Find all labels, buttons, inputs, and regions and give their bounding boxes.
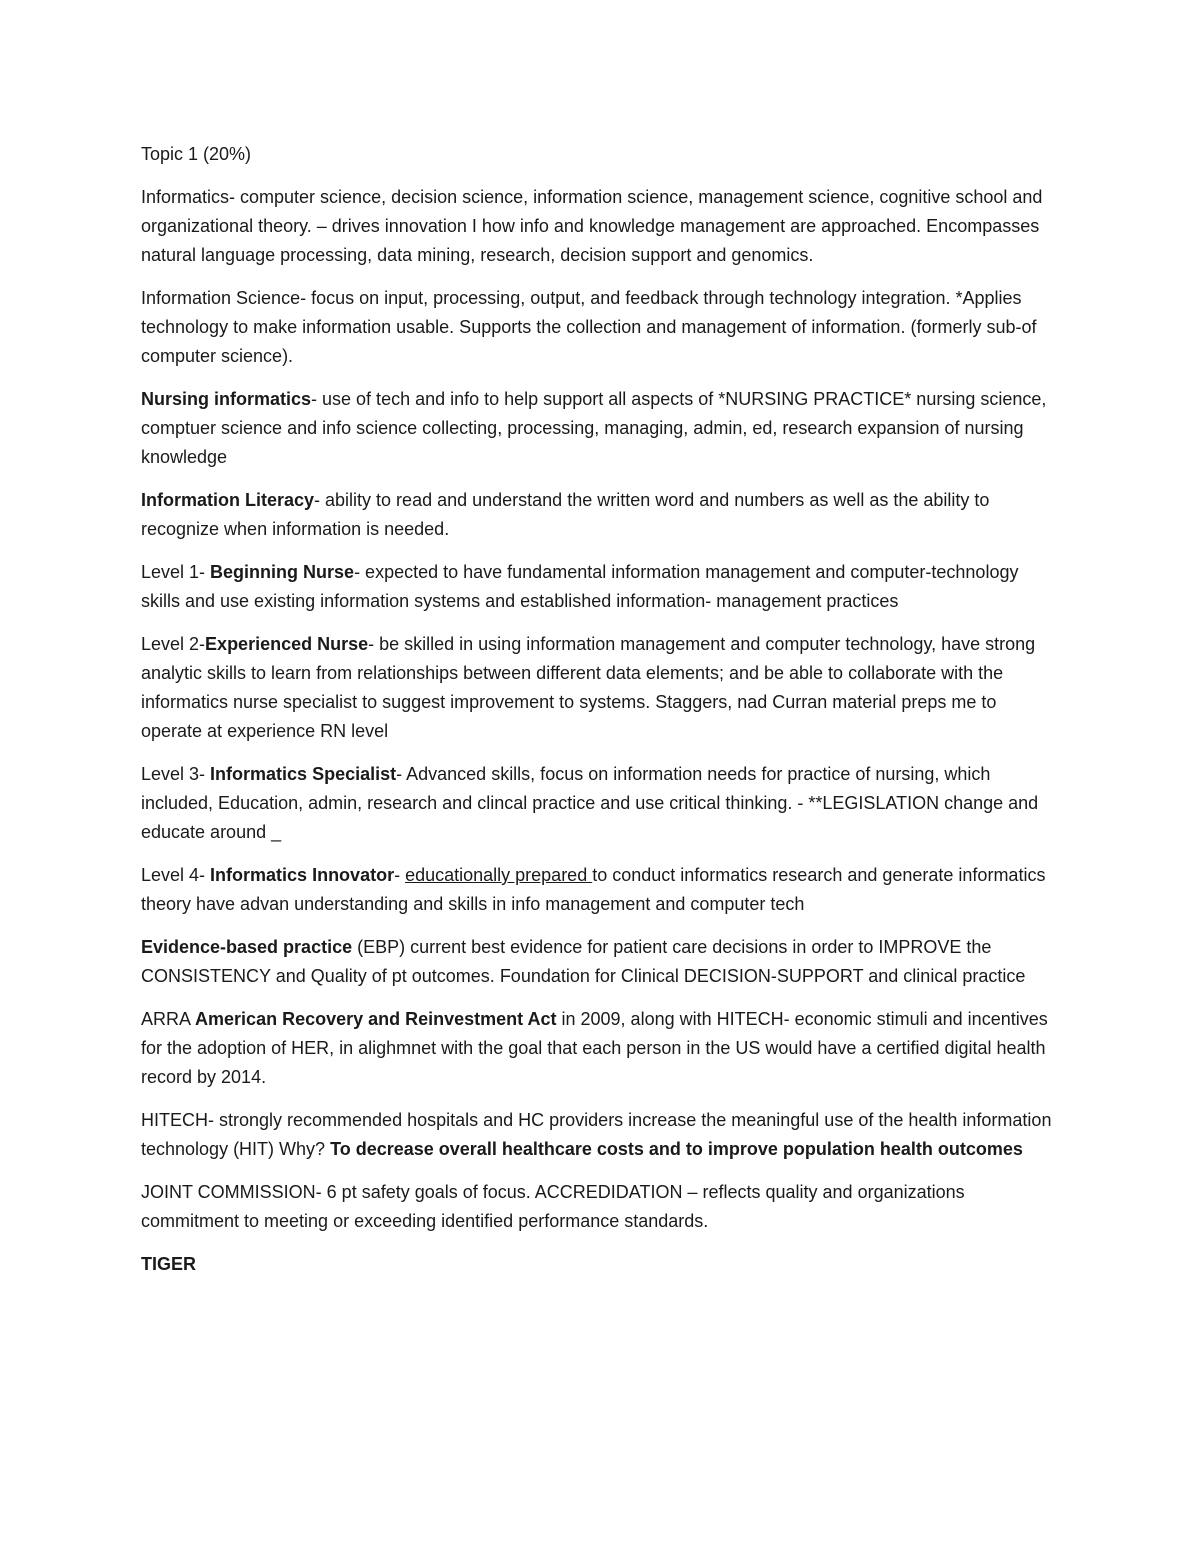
- nursing-informatics-text: - use of tech and info to help support all aspects of *NURSING PRACTICE* nursing science, comptuer science and info science collecting, processing, managing, admin, ed, research expansion of nursing knowledge: [141, 389, 1047, 467]
- level-4-prefix: Level 4-: [141, 865, 211, 885]
- level-3-text: - Advanced skills, focus on information needs for practice of nursing, which included, Education, admin, research and clincal practice and use critical thinking. - **LEGISLATION change and educate around _: [141, 764, 1039, 842]
- paragraph-level-1: [141, 558, 1056, 616]
- paragraph-joint-commission: [141, 1178, 1056, 1236]
- informatics-text: Informatics- computer science, decision science, information science, management science, cognitive school and organizational theory. – drives innovation I how info and knowledge management are approached. Encompasses natural language processing, data mining, research, decision support and genomics.: [141, 187, 1043, 265]
- ebp-term: Evidence-based practice: [141, 937, 353, 957]
- arra-prefix: ARRA: [141, 1009, 196, 1029]
- arra-term: American Recovery and Reinvestment Act: [195, 1009, 557, 1029]
- topic-heading: [141, 140, 1056, 169]
- joint-commission-text: JOINT COMMISSION- 6 pt safety goals of focus. ACCREDIDATION – reflects quality and organizations commitment to meeting or exceeding identified performance standards.: [141, 1182, 965, 1231]
- paragraph-hitech: [141, 1106, 1056, 1164]
- paragraph-level-2: [141, 630, 1056, 746]
- level-2-term: Experienced Nurse: [205, 634, 369, 654]
- level-4-text: to conduct informatics research and generate informatics theory have advan understanding and skills in info management and computer tech: [141, 865, 1046, 914]
- level-1-term: Beginning Nurse: [210, 562, 355, 582]
- level-1-text: - expected to have fundamental information management and computer-technology skills and use existing information systems and established information- management practices: [141, 562, 1019, 611]
- level-4-dash: -: [394, 865, 406, 885]
- level-2-text: - be skilled in using information management and computer technology, have strong analytic skills to learn from relationships between different data elements; and be able to collaborate with the informatics nurse specialist to suggest improvement to systems. Staggers, nad Curran material preps me to operate at experience RN level: [141, 634, 1036, 741]
- paragraph-information-literacy: [141, 486, 1056, 544]
- information-literacy-term: Information Literacy: [141, 490, 315, 510]
- paragraph-level-3: [141, 760, 1056, 847]
- nursing-informatics-term: Nursing informatics: [141, 389, 312, 409]
- document-page: [141, 140, 1056, 1293]
- information-literacy-text: - ability to read and understand the written word and numbers as well as the ability to recognize when information is needed.: [141, 490, 990, 539]
- paragraph-informatics: [141, 183, 1056, 270]
- hitech-text: HITECH- strongly recommended hospitals and HC providers increase the meaningful use of the health information technology (HIT) Why?: [141, 1110, 1052, 1159]
- ebp-text: (EBP) current best evidence for patient care decisions in order to IMPROVE the CONSISTENCY and Quality of pt outcomes. Foundation for Clinical DECISION-SUPPORT and clinical practice: [141, 937, 1026, 986]
- information-science-text: Information Science- focus on input, processing, output, and feedback through technology integration. *Applies technology to make information usable. Supports the collection and management of information. (formerly sub-of computer science).: [141, 288, 1037, 366]
- level-4-term: Informatics Innovator: [210, 865, 395, 885]
- level-4-underlined: educationally prepared: [405, 865, 593, 885]
- arra-text: in 2009, along with HITECH- economic stimuli and incentives for the adoption of HER, in alighmnet with the goal that each person in the US would have a certified digital health record by 2014.: [141, 1009, 1048, 1087]
- level-1-prefix: Level 1-: [141, 562, 211, 582]
- paragraph-level-4: [141, 861, 1056, 919]
- level-3-term: Informatics Specialist: [210, 764, 397, 784]
- topic-heading-text: Topic 1 (20%): [141, 144, 252, 164]
- hitech-bold: To decrease overall healthcare costs and to improve population health outcomes: [330, 1139, 1023, 1159]
- paragraph-nursing-informatics: [141, 385, 1056, 472]
- level-2-prefix: Level 2-: [141, 634, 206, 654]
- paragraph-information-science: [141, 284, 1056, 371]
- tiger-heading: TIGER: [141, 1254, 197, 1274]
- paragraph-ebp: [141, 933, 1056, 991]
- paragraph-tiger: [141, 1250, 1056, 1279]
- level-3-prefix: Level 3-: [141, 764, 211, 784]
- paragraph-arra: [141, 1005, 1056, 1092]
